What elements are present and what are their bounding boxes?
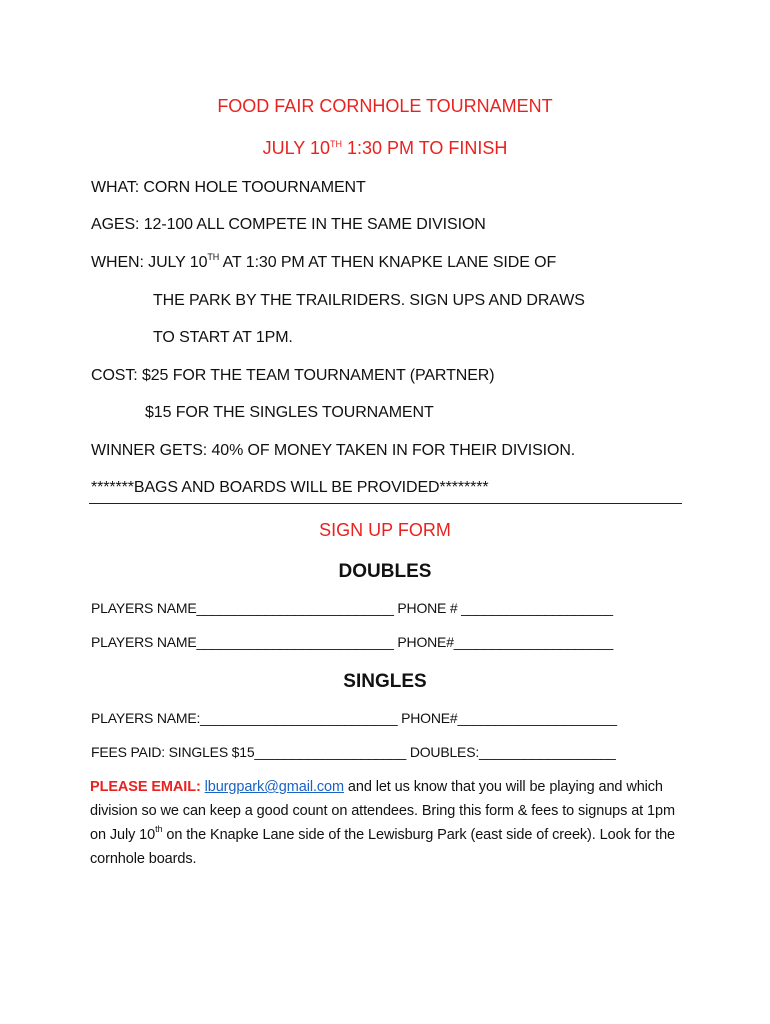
note-text-1: and let us know that you will be playing and which division so we can keep a good count on attendees. Bring this form & fees to signups at 1pm on July 10	[90, 779, 675, 843]
when-line-1	[91, 254, 556, 272]
cost-line-1: COST: $25 FOR THE TEAM TOURNAMENT (PARTNER)	[91, 367, 495, 384]
section-divider	[89, 503, 682, 504]
event-date-pre: JULY 10	[262, 138, 330, 158]
doubles-player-row-1[interactable]: PLAYERS NAME__________________________ PHONE # ____________________	[91, 600, 613, 616]
when-line-2: THE PARK BY THE TRAILRIDERS. SIGN UPS AND DRAWS	[153, 292, 585, 309]
cost-line-2: $15 FOR THE SINGLES TOURNAMENT	[145, 404, 434, 421]
event-date-line	[0, 138, 770, 159]
bags-line: *******BAGS AND BOARDS WILL BE PROVIDED********	[91, 479, 489, 496]
event-date-post: 1:30 PM TO FINISH	[342, 138, 508, 158]
event-date-sup: TH	[330, 139, 342, 149]
when-pre: WHEN: JULY 10	[91, 254, 208, 271]
note-sup: th	[155, 824, 163, 834]
note-text-2: on the Knapke Lane side of the Lewisburg Park (east side of creek). Look for the cornhole boards.	[90, 827, 676, 867]
singles-player-row[interactable]: PLAYERS NAME:__________________________ PHONE#_____________________	[91, 710, 617, 726]
doubles-player-row-2[interactable]: PLAYERS NAME__________________________ PHONE#_____________________	[91, 634, 614, 650]
fees-paid-row[interactable]: FEES PAID: SINGLES $15____________________ DOUBLES:__________________	[91, 744, 616, 760]
ages-line: AGES: 12-100 ALL COMPETE IN THE SAME DIVISION	[91, 216, 486, 233]
email-link[interactable]: lburgpark@gmail.com	[204, 779, 344, 795]
singles-heading: SINGLES	[343, 671, 427, 692]
when-line-3: TO START AT 1PM.	[153, 329, 293, 346]
email-note	[90, 775, 690, 871]
when-sup: TH	[207, 252, 220, 262]
flyer-title: FOOD FAIR CORNHOLE TOURNAMENT	[217, 96, 553, 116]
signup-form-title: SIGN UP FORM	[319, 520, 451, 540]
email-label: PLEASE EMAIL:	[90, 779, 201, 795]
doubles-heading: DOUBLES	[338, 561, 432, 582]
winner-line: WINNER GETS: 40% OF MONEY TAKEN IN FOR THEIR DIVISION.	[91, 442, 576, 459]
what-line: WHAT: CORN HOLE TOOURNAMENT	[91, 179, 366, 196]
when-post: AT 1:30 PM AT THEN KNAPKE LANE SIDE OF	[219, 254, 557, 271]
